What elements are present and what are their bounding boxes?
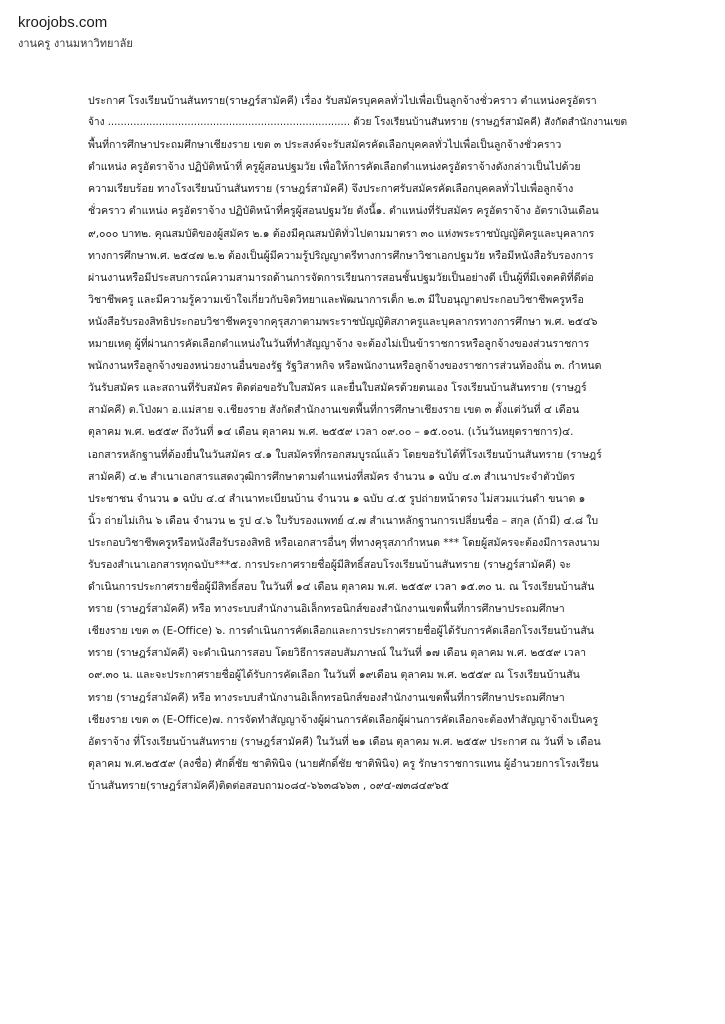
announcement-body <box>88 90 628 797</box>
announcement-line: จ้าง ............................................................................ ด้วย โรงเรียนบ้านสันทราย (ราษฎร์สามัคคี) สังกัดสำนักงานเขต <box>88 117 628 129</box>
announcement-line: หมายเหตุ ผู้ที่ผ่านการคัดเลือกตำแหน่งในวันที่ทำสัญญาจ้าง จะต้องไม่เป็นข้าราชการหรือลูกจ้างของส่วนราชการ <box>88 338 590 351</box>
site-name[interactable]: kroojobs.com <box>18 14 108 31</box>
announcement-line: ประกอบวิชาชีพครูหรือหนังสือรับรองสิทธิ หรือเอกสารอื่นๆ ที่ทางคุรุสภากำหนด *** โดยผู้สมัครจะต้องมีการลงนาม <box>88 536 600 549</box>
announcement-line: ๐๙.๓๐ น. และจะประกาศรายชื่อผู้ได้รับการคัดเลือก ในวันที่ ๑๙เดือน ตุลาคม พ.ศ. ๒๕๕๙ ณ โรงเรียนบ้านสัน <box>88 669 580 682</box>
announcement-line: ความเรียบร้อย ทางโรงเรียนบ้านสันทราย (ราษฎร์สามัคคี) จึงประกาศรับสมัครคัดเลือกบุคคลทั่วไปเพื่อลูกจ้าง <box>88 183 574 196</box>
announcement-line: ทราย (ราษฎร์สามัคคี) จะดำเนินการสอบ โดยวิธีการสอบสัมภาษณ์ ในวันที่ ๑๗ เดือน ตุลาคม พ.ศ. ๒๕๕๙ เวลา <box>88 647 587 660</box>
announcement-line: อัตราจ้าง ที่โรงเรียนบ้านสันทราย (ราษฎร์สามัคคี) ในวันที่ ๒๑ เดือน ตุลาคม พ.ศ. ๒๕๕๙ ประกาศ ณ วันที่ ๖ เดือน <box>88 735 601 748</box>
announcement-line: เอกสารหลักฐานที่ต้องยื่นในวันสมัคร ๔.๑ ใบสมัครที่กรอกสมบูรณ์แล้ว โดยขอรับได้ที่โรงเรียนบ้านสันทราย (ราษฎร์ <box>88 448 602 461</box>
announcement-line: ตุลาคม พ.ศ.๒๕๕๙ (ลงชื่อ) ศักดิ์ชัย ชาติพินิจ (นายศักดิ์ชัย ชาติพินิจ) ครู รักษาราชการแทน ผู้อำนวยการโรงเรียน <box>88 757 599 770</box>
announcement-line: เชียงราย เขต ๓ (E-Office) ๖. การดำเนินการคัดเลือกและการประกาศรายชื่อผู้ได้รับการคัดเลือกโรงเรียนบ้านสัน <box>88 625 594 638</box>
announcement-line: นิ้ว ถ่ายไม่เกิน ๖ เดือน จำนวน ๒ รูป ๔.๖ ใบรับรองแพทย์ ๔.๗ สำเนาหลักฐานการเปลี่ยนชื่อ – สกุล (ถ้ามี) ๔.๘ ใบ <box>88 514 599 527</box>
site-header <box>18 14 133 52</box>
announcement-line: ดำเนินการประกาศรายชื่อผู้มีสิทธิ์สอบ ในวันที่ ๑๔ เดือน ตุลาคม พ.ศ. ๒๕๕๙ เวลา ๑๕.๓๐ น. ณ โรงเรียนบ้านสัน <box>88 581 595 594</box>
announcement-line: สามัคคี) ๔.๒ สำเนาเอกสารแสดงวุฒิการศึกษาตามตำแหน่งที่สมัคร จำนวน ๑ ฉบับ ๔.๓ สำเนาประจำตัวบัตร <box>88 470 575 483</box>
announcement-line: ประชาชน จำนวน ๑ ฉบับ ๔.๔ สำเนาทะเบียนบ้าน จำนวน ๑ ฉบับ ๔.๕ รูปถ่ายหน้าตรง ไม่สวมแว่นดำ ขนาด ๑ <box>88 492 586 505</box>
announcement-line: ทางการศึกษาพ.ศ. ๒๕๔๗ ๒.๒ ต้องเป็นผู้มีความรู้ปริญญาตรีทางการศึกษาวิชาเอกปฐมวัย หรือมีหนังสือรับรองการ <box>88 249 594 262</box>
announcement-line: หนังสือรับรองสิทธิประกอบวิชาชีพครูจากคุรุสภาตามพระราชบัญญัติสภาครูและบุคลากรทางการศึกษา พ.ศ. ๒๕๔๖ <box>88 315 598 328</box>
announcement-line: วิชาชีพครู และมีความรู้ความเข้าใจเกี่ยวกับจิตวิทยาและพัฒนาการเด็ก ๒.๓ มีใบอนุญาตประกอบวิชาชีพครูหรือ <box>88 293 584 306</box>
announcement-line: บ้านสันทราย(ราษฎร์สามัคคี)ติดต่อสอบถาม๐๘๔-๖๖๓๘๖๖๓ , ๐๙๔-๗๓๘๔๙๖๕ <box>88 779 449 792</box>
announcement-line: พื้นที่การศึกษาประถมศึกษาเชียงราย เขต ๓ ประสงค์จะรับสมัครคัดเลือกบุคคลทั่วไปเพื่อเป็นลูกจ้างชั่วคราว <box>88 139 562 152</box>
announcement-line: รับรองสำเนาเอกสารทุกฉบับ***๕. การประกาศรายชื่อผู้มีสิทธิ์สอบโรงเรียนบ้านสันทราย (ราษฎร์สามัคคี) จะ <box>88 558 572 571</box>
announcement-line: เชียงราย เขต ๓ (E-Office)๗. การจัดทำสัญญาจ้างผู้ผ่านการคัดเลือกผู้ผ่านการคัดเลือกจะต้องทำสัญญาจ้างเป็นครู <box>88 713 599 726</box>
announcement-line: ตุลาคม พ.ศ. ๒๕๕๙ ถึงวันที่ ๑๔ เดือน ตุลาคม พ.ศ. ๒๕๕๙ เวลา ๐๙.๐๐ – ๑๕.๐๐น. (เว้นวันหยุดราชการ)๔. <box>88 426 574 439</box>
announcement-line: ๙,๐๐๐ บาท๒. คุณสมบัติของผู้สมัคร ๒.๑ ต้องมีคุณสมบัติทั่วไปตามมาตรา ๓๐ แห่งพระราชบัญญัติครูและบุคลากร <box>88 227 595 240</box>
announcement-line: พนักงานหรือลูกจ้างของหน่วยงานอื่นของรัฐ รัฐวิสาหกิจ หรือพนักงานหรือลูกจ้างของราชการส่วนท้องถิ่น ๓. กำหนด <box>88 360 602 373</box>
announcement-line: ตำแหน่ง ครูอัตราจ้าง ปฏิบัติหน้าที่ ครูผู้สอนปฐมวัย เพื่อให้การคัดเลือกตำแหน่งครูอัตราจ้างดังกล่าวเป็นไปด้วย <box>88 161 581 174</box>
announcement-line: ผ่านงานหรือมีประสบการณ์ความสามารถด้านการจัดการเรียนการสอนชั้นปฐมวัยเป็นอย่างดี เป็นผู้ที่มีเจตคติที่ดีต่อ <box>88 271 594 284</box>
announcement-line: สามัคคี) ต.โป่งผา อ.แม่สาย จ.เชียงราย สังกัดสำนักงานเขตพื้นที่การศึกษาเชียงราย เขต ๓ ตั้งแต่วันที่ ๔ เดือน <box>88 404 580 417</box>
announcement-line: ชั่วคราว ตำแหน่ง ครูอัตราจ้าง ปฏิบัติหน้าที่ครูผู้สอนปฐมวัย ดังนี้๑. ตำแหน่งที่รับสมัคร ครูอัตราจ้าง อัตราเงินเดือน <box>88 205 599 218</box>
announcement-line: ทราย (ราษฎร์สามัคคี) หรือ ทางระบบสำนักงานอิเล็กทรอนิกส์ของสำนักงานเขตพื้นที่การศึกษาประถมศึกษา <box>88 691 565 704</box>
announcement-line: ประกาศ โรงเรียนบ้านสันทราย(ราษฎร์สามัคคี) เรื่อง รับสมัครบุคคลทั่วไปเพื่อเป็นลูกจ้างชั่วคราว ตำแหน่งครูอัตรา <box>88 95 597 107</box>
site-category: งานครู งานมหาวิทยาลัย <box>18 37 133 50</box>
announcement-line: วันรับสมัคร และสถานที่รับสมัคร ติดต่อขอรับใบสมัคร และยื่นใบสมัครด้วยตนเอง โรงเรียนบ้านสันทราย (ราษฎร์ <box>88 382 587 395</box>
announcement-line: ทราย (ราษฎร์สามัคคี) หรือ ทางระบบสำนักงานอิเล็กทรอนิกส์ของสำนักงานเขตพื้นที่การศึกษาประถมศึกษา <box>88 603 565 616</box>
